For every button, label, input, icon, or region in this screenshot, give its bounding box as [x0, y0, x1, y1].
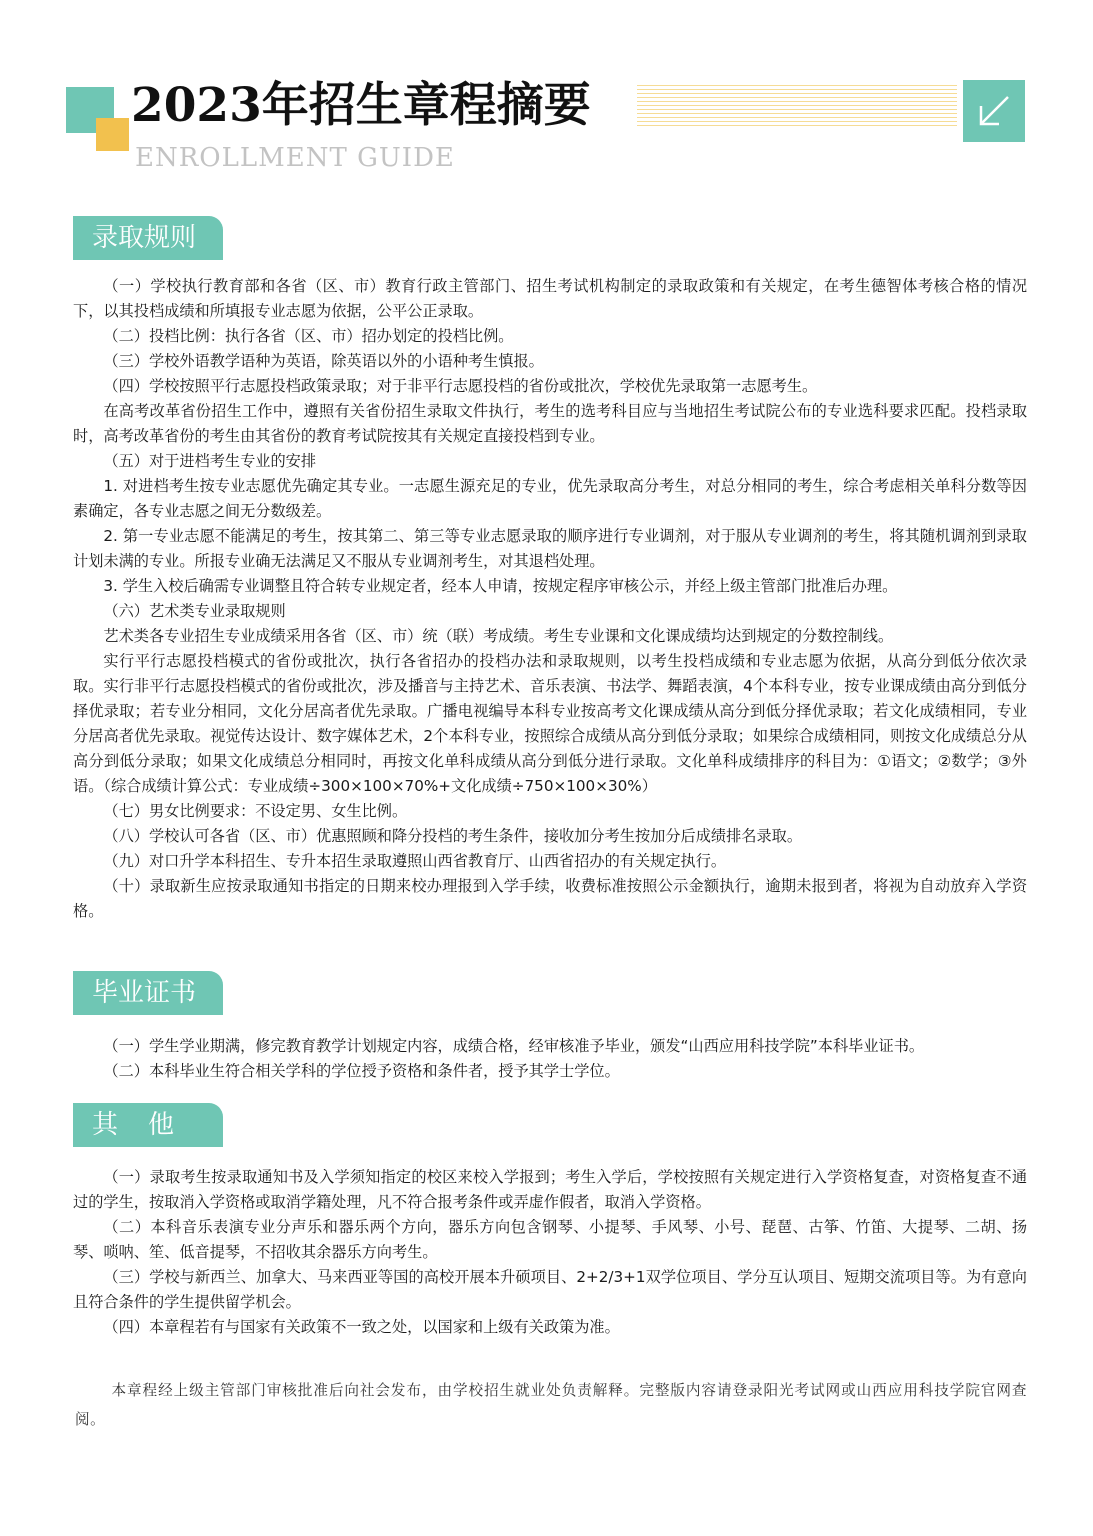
paragraph: （五）对于进档考生专业的安排 [103, 452, 317, 470]
page-title: 2023年招生章程摘要 [131, 78, 591, 133]
paragraph: （八）学校认可各省（区、市）优惠照顾和降分投档的考生条件，接收加分考生按加分后成绩排名录取。 [103, 827, 803, 845]
paragraph: （一）录取考生按录取通知书及入学须知指定的校区来校入学报到；考生入学后，学校按照有关规定进行入学资格复查，对资格复查不通过的学生，按取消入学资格或取消学籍处理，凡不符合报考条件或弄虚作假者，取消入学资格。 [73, 1168, 1027, 1211]
decor-stripes [637, 85, 957, 129]
paragraph: （十）录取新生应按录取通知书指定的日期来校办理报到入学手续，收费标准按照公示金额执行，逾期未报到者，将视为自动放弃入学资格。 [73, 877, 1027, 920]
section-label-admission: 录取规则 [73, 216, 223, 260]
paragraph: 实行平行志愿投档模式的省份或批次，执行各省招办的投档办法和录取规则，以考生投档成绩和专业志愿为依据，从高分到低分依次录取。实行非平行志愿投档模式的省份或批次，涉及播音与主持艺术、音乐表演、书法学、舞蹈表演，4个本科专业，按专业课成绩由高分到低分择优录取；若专业分相同，文化分居高者优先录取。广播电视编导本科专业按高考文化课成绩从高分到低分择优录取；若文化成绩相同，专业分居高者优先录取。视觉传达设计、数字媒体艺术，2个本科专业，按照综合成绩从高分到低分录取；如果综合成绩相同，则按文化成绩总分从高分到低分录取；如果文化成绩总分相同时，再按文化单科成绩从高分到低分进行录取。文化单科成绩排序的科目为：①语文；②数学；③外语。（综合成绩计算公式：专业成绩÷300×100×70%+文化成绩÷750×100×30%） [73, 652, 1027, 795]
paragraph: （七）男女比例要求：不设定男、女生比例。 [103, 802, 408, 820]
paragraph: （三）学校与新西兰、加拿大、马来西亚等国的高校开展本升硕项目、2+2/3+1双学位项目、学分互认项目、短期交流项目等。为有意向且符合条件的学生提供留学机会。 [73, 1268, 1027, 1311]
decor-yellow-square [96, 118, 129, 151]
paragraph: 2. 第一专业志愿不能满足的考生，按其第二、第三等专业志愿录取的顺序进行专业调剂，对于服从专业调剂的考生，将其随机调剂到录取计划未满的专业。所报专业确无法满足又不服从专业调剂考生，对其退档处理。 [73, 527, 1027, 570]
paragraph: 3. 学生入校后确需专业调整且符合转专业规定者，经本人申请，按规定程序审核公示，并经上级主管部门批准后办理。 [103, 577, 898, 595]
paragraph: （四）本章程若有与国家有关政策不一致之处，以国家和上级有关政策为准。 [103, 1318, 620, 1336]
paragraph: 1. 对进档考生按专业志愿优先确定其专业。一志愿生源充足的专业，优先录取高分考生，对总分相同的考生，综合考虑相关单科分数等因素确定，各专业志愿之间无分数级差。 [73, 477, 1027, 520]
paragraph: （二）投档比例：执行各省（区、市）招办划定的投档比例。 [103, 327, 514, 345]
paragraph: 在高考改革省份招生工作中，遵照有关省份招生录取文件执行，考生的选考科目应与当地招生考试院公布的专业选科要求匹配。投档录取时，高考改革省份的考生由其省份的教育考试院按其有关规定直接投档到专业。 [73, 402, 1027, 445]
page-subtitle: ENROLLMENT GUIDE [135, 143, 455, 173]
section-other-body [73, 1165, 1027, 1340]
footer-note: 本章程经上级主管部门审核批准后向社会发布，由学校招生就业处负责解释。完整版内容请登录阳光考试网或山西应用科技学院官网查阅。 [75, 1382, 1027, 1428]
section-label-other: 其他 [73, 1103, 223, 1147]
section-admission-body [73, 274, 1027, 924]
arrow-down-left-icon [974, 91, 1014, 131]
paragraph: （四）学校按照平行志愿投档政策录取；对于非平行志愿投档的省份或批次，学校优先录取第一志愿考生。 [103, 377, 818, 395]
paragraph: （六）艺术类专业录取规则 [103, 602, 286, 620]
paragraph: （三）学校外语教学语种为英语，除英语以外的小语种考生慎报。 [103, 352, 544, 370]
paragraph: 艺术类各专业招生专业成绩采用各省（区、市）统（联）考成绩。考生专业课和文化课成绩均达到规定的分数控制线。 [103, 627, 894, 645]
paragraph: （九）对口升学本科招生、专升本招生录取遵照山西省教育厅、山西省招办的有关规定执行。 [103, 852, 727, 870]
section-label-diploma: 毕业证书 [73, 971, 223, 1015]
paragraph: （二）本科音乐表演专业分声乐和器乐两个方向，器乐方向包含钢琴、小提琴、手风琴、小号、琵琶、古筝、竹笛、大提琴、二胡、扬琴、唢呐、笙、低音提琴，不招收其余器乐方向考生。 [73, 1218, 1027, 1261]
paragraph: （一）学校执行教育部和各省（区、市）教育行政主管部门、招生考试机构制定的录取政策和有关规定，在考生德智体考核合格的情况下，以其投档成绩和所填报专业志愿为依据，公平公正录取。 [73, 277, 1027, 320]
corner-arrow-box [963, 80, 1025, 142]
paragraph: （一）学生学业期满，修完教育教学计划规定内容，成绩合格，经审核准予毕业，颁发“山西应用科技学院”本科毕业证书。 [103, 1037, 925, 1055]
paragraph: （二）本科毕业生符合相关学科的学位授予资格和条件者，授予其学士学位。 [103, 1062, 620, 1080]
section-diploma-body [73, 1034, 1027, 1084]
